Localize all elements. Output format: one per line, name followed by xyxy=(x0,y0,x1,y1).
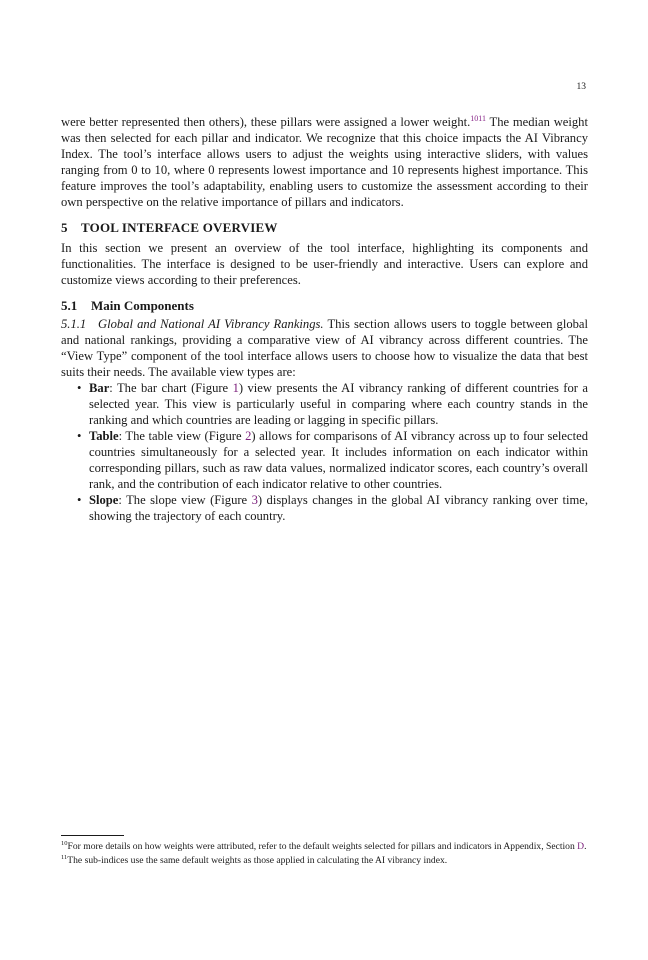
footnote-11 xyxy=(61,854,588,868)
list-item-text: ) displays changes in the global AI vibrancy ranking over time, showing the trajectory of each country. xyxy=(89,493,588,523)
subsubsection-paragraph xyxy=(61,316,588,380)
intro-text-continued: The median weight was then selected for each pillar and indicator. We recognize that this choice impacts the AI Vibrancy Index. The tool’s interface allows users to adjust the weights using interactive sliders, with values ranging from 0 to 10, where 0 represents lowest importance and 10 represents highest importance. This feature improves the tool’s adaptability, enabling users to customize the assessment according to their own perspective on the relative importance of pillars and indicators. xyxy=(61,115,588,209)
bullet-icon: • xyxy=(77,493,82,507)
bullet-icon: • xyxy=(77,381,82,395)
subsubsection-number: 5.1.1 xyxy=(61,317,87,331)
subsubsection-text: This section allows users to toggle between global and national rankings, providing a comparative view of AI vibrancy across different countries. The “View Type” component of the tool interface allows users to choose how to visualize the data that best suits their needs. The available view types are: xyxy=(61,317,589,379)
list-item-text: ) view presents the AI vibrancy ranking of different countries for a selected year. This view is particularly useful in comparing where each country stands in the ranking and which countries are leading or lagging in specific pillars. xyxy=(89,381,588,427)
list-item-text: : The bar chart (Figure xyxy=(109,381,233,395)
list-item-text: ) allows for comparisons of AI vibrancy across up to four selected countries simultaneously for a selected year. It includes information on each indicator within corresponding pillars, such as raw data values, normalized indicator scores, each country’s overall rank, and the contribution of each indicator relative to other countries. xyxy=(89,429,588,491)
footnote-mark: 11 xyxy=(61,854,68,861)
footnote-text: For more details on how weights were attributed, refer to the default weights selected for pillars and indicators in Appendix, Section xyxy=(67,841,578,852)
footnote-ref-link[interactable]: 1011 xyxy=(470,114,486,123)
list-item-term: Bar xyxy=(89,381,110,395)
subsection-title: Main Components xyxy=(91,298,194,313)
subsection-heading xyxy=(61,298,588,314)
section-number: 5 xyxy=(61,220,68,235)
intro-text: were better represented then others), these pillars were assigned a lower weight. xyxy=(61,115,471,129)
list-item-table xyxy=(77,428,588,492)
page-number: 13 xyxy=(576,82,586,92)
figure-ref-link[interactable]: 2 xyxy=(245,429,252,443)
figure-ref-link[interactable]: 3 xyxy=(251,493,258,507)
footnote-text-end: . xyxy=(584,841,587,852)
view-types-list xyxy=(61,380,588,524)
subsection-number: 5.1 xyxy=(61,298,78,313)
bullet-icon: • xyxy=(77,429,82,443)
section-title: TOOL INTERFACE OVERVIEW xyxy=(81,220,278,235)
footnote-10 xyxy=(61,840,588,854)
section-paragraph: In this section we present an overview of the tool interface, highlighting its components and functionalities. The interface is designed to be user-friendly and interactive. Users can explore and customize views according to their preferences. xyxy=(61,241,588,287)
footnote-mark: 10 xyxy=(61,840,68,847)
subsubsection-title: Global and National AI Vibrancy Rankings. xyxy=(98,317,324,331)
section-heading xyxy=(61,220,588,236)
figure-ref-link[interactable]: 1 xyxy=(232,381,239,395)
footnotes xyxy=(61,835,588,868)
list-item-text: : The table view (Figure xyxy=(118,429,246,443)
intro-paragraph xyxy=(61,114,588,210)
page-body xyxy=(61,114,588,524)
list-item-text: : The slope view (Figure xyxy=(118,493,252,507)
footnote-rule xyxy=(61,835,124,836)
list-item-term: Table xyxy=(89,429,119,443)
list-item-bar xyxy=(77,380,588,428)
footnote-text: The sub-indices use the same default weights as those applied in calculating the AI vibrancy index. xyxy=(67,855,448,866)
list-item-slope xyxy=(77,492,588,524)
list-item-term: Slope xyxy=(89,493,119,507)
appendix-link[interactable]: D xyxy=(577,841,585,852)
